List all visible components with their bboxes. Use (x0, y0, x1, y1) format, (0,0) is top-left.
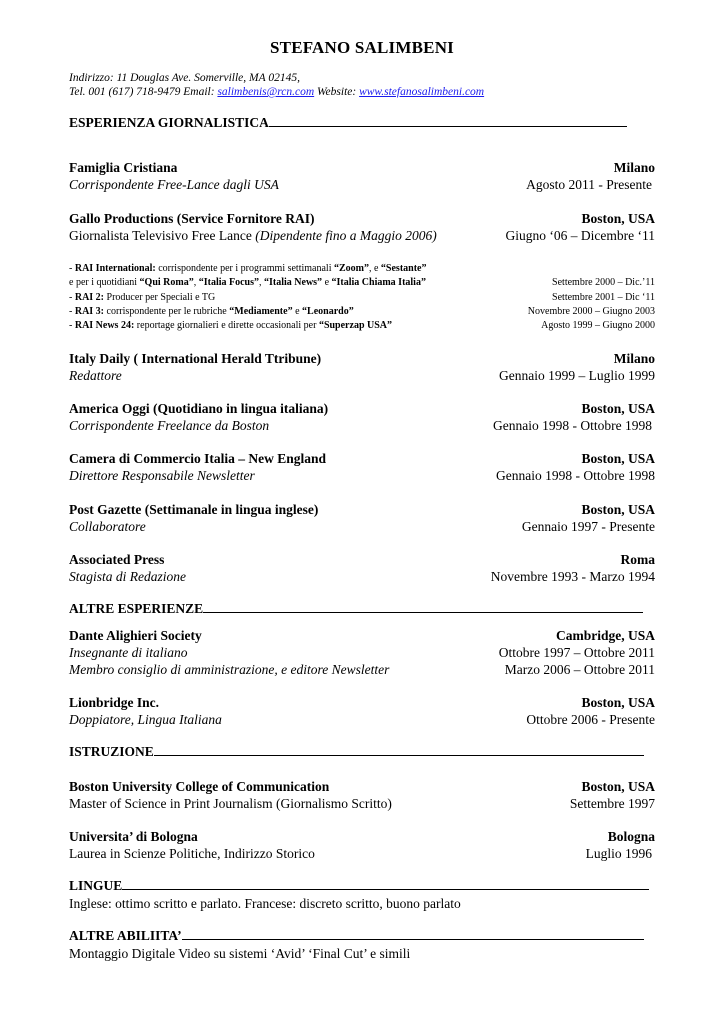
section-title: ALTRE ESPERIENZE (69, 601, 204, 616)
job-famiglia-header (69, 159, 655, 176)
job-dates: Gennaio 1999 – Luglio 1999 (499, 368, 655, 383)
address-line: Indirizzo: 11 Douglas Ave. Somerville, MA 02145, (69, 72, 300, 84)
rai-dates: Novembre 2000 – Giugno 2003 (527, 306, 655, 317)
job-americaoggi-header (69, 400, 655, 417)
job-postgazette-header (69, 501, 655, 518)
section-journalism (69, 115, 627, 131)
job-role: Direttore Responsabile Newsletter (69, 468, 255, 483)
job-place: Roma (620, 552, 655, 567)
tel-text: Tel. 001 (617) 718-9479 Email: (69, 86, 218, 98)
rai-line-4: - RAI 3: corrispondente per le rubriche “Mediamente” e “Leonardo” Novembre 2000 – Giugno 2003 (69, 306, 655, 317)
job-camera-header (69, 450, 655, 467)
rai-dates: Agosto 1999 – Giugno 2000 (541, 320, 655, 331)
job-place: Boston, USA (581, 695, 655, 710)
edu-org: Boston University College of Communication (69, 779, 330, 794)
edu-place: Bologna (607, 829, 655, 844)
job-role: Membro consiglio di amministrazione, e editore Newsletter (69, 662, 390, 677)
edu-bu-header (69, 778, 655, 795)
job-dates: Gennaio 1998 - Ottobre 1998 (493, 418, 652, 433)
job-dates: Marzo 2006 – Ottobre 2011 (504, 662, 655, 677)
edu-bu-degree (69, 795, 655, 812)
edu-bologna-degree (69, 845, 655, 862)
job-role: Corrispondente Free-Lance dagli USA (69, 177, 279, 192)
rai-line-2: e per i quotidiani “Qui Roma”, “Italia Focus”, “Italia News” e “Italia Chiama Italia” Settembre 2000 – Dic.’11 (69, 277, 655, 288)
job-famiglia-role (69, 176, 655, 193)
job-dates: Gennaio 1998 - Ottobre 1998 (496, 468, 655, 483)
job-place: Boston, USA (581, 401, 655, 416)
job-italydaily-header (69, 350, 655, 367)
job-place: Cambridge, USA (555, 628, 655, 643)
job-role: Giornalista Televisivo Free Lance (69, 228, 256, 243)
edu-degree: Master of Science in Print Journalism (Giornalismo Scritto) (69, 796, 392, 811)
job-americaoggi-role (69, 417, 655, 434)
section-title: ISTRUZIONE (69, 744, 154, 759)
rai-line-3: - RAI 2: Producer per Speciali e TG Settembre 2001 – Dic ‘11 (69, 292, 655, 303)
skills-text: Montaggio Digitale Video su sistemi ‘Avid’ ‘Final Cut’ e simili (69, 946, 411, 961)
job-org: America Oggi (Quotidiano in lingua italiana) (69, 401, 329, 416)
languages-text: Inglese: ottimo scritto e parlato. Francese: discreto scritto, buono parlato (69, 896, 461, 911)
job-camera-role (69, 467, 655, 484)
section-title: ALTRE ABILIITA’ (69, 928, 182, 943)
job-ap-header (69, 551, 655, 568)
contact-block (69, 71, 484, 99)
job-role: Redattore (69, 368, 122, 383)
job-dates: Gennaio 1997 - Presente (521, 519, 655, 534)
job-role: Stagista di Redazione (69, 569, 186, 584)
website-label: Website: (314, 86, 360, 98)
edu-degree: Laurea in Scienze Politiche, Indirizzo Storico (69, 846, 315, 861)
edu-place: Boston, USA (581, 779, 655, 794)
job-org: Italy Daily ( International Herald Ttribune) (69, 351, 322, 366)
rai-channel: RAI News 24: (74, 320, 135, 331)
resume-name: STEFANO SALIMBENI (270, 38, 454, 57)
job-role: Insegnante di italiano (69, 645, 188, 660)
job-org: Gallo Productions (Service Fornitore RAI) (69, 211, 315, 226)
job-place: Milano (613, 351, 655, 366)
edu-bologna-header (69, 828, 655, 845)
job-dates: Ottobre 2006 - Presente (526, 712, 655, 727)
job-place: Boston, USA (581, 451, 655, 466)
job-gallo-header (69, 210, 655, 227)
rai-dates: Settembre 2000 – Dic.’11 (552, 277, 655, 288)
email-link[interactable]: salimbenis@rcn.com (217, 86, 315, 98)
job-postgazette-role (69, 518, 655, 535)
lionbridge-header (69, 694, 655, 711)
job-dates: Novembre 1993 - Marzo 1994 (490, 569, 655, 584)
job-org: Famiglia Cristiana (69, 160, 178, 175)
job-place: Boston, USA (581, 211, 655, 226)
rai-dates: Settembre 2001 – Dic ‘11 (552, 292, 655, 303)
edu-dates: Settembre 1997 (569, 796, 655, 811)
job-org: Associated Press (69, 552, 165, 567)
job-role: Corrispondente Freelance da Boston (69, 418, 270, 433)
section-skills (69, 928, 644, 944)
job-org: Camera di Commercio Italia – New England (69, 451, 326, 466)
contact-line (69, 85, 484, 99)
job-role-note: (Dipendente fino a Maggio 2006) (255, 228, 437, 243)
section-education (69, 744, 644, 760)
job-org: Lionbridge Inc. (69, 695, 160, 710)
dante-role-1 (69, 644, 655, 661)
job-org: Post Gazette (Settimanale in lingua inglese) (69, 502, 319, 517)
job-italydaily-role (69, 367, 655, 384)
lionbridge-role (69, 711, 655, 728)
website-link[interactable]: www.stefanosalimbeni.com (359, 86, 485, 98)
job-gallo-role (69, 227, 655, 244)
rai-line-1: - RAI International: corrispondente per i programmi settimanali “Zoom”, e “Sestante” (69, 263, 427, 274)
section-title: LINGUE (69, 878, 123, 893)
job-org: Dante Alighieri Society (69, 628, 202, 643)
section-languages (69, 878, 649, 894)
rai-channel: RAI 3: (74, 306, 105, 317)
job-dates: Giugno ‘06 – Dicembre ‘11 (505, 228, 655, 243)
dante-header (69, 627, 655, 644)
rai-channel: RAI International: (74, 263, 156, 274)
edu-dates: Luglio 1996 (585, 846, 652, 861)
dante-role-2 (69, 661, 655, 678)
section-title: ESPERIENZA GIORNALISTICA (69, 115, 269, 130)
section-other (69, 601, 643, 617)
rai-line-5: - RAI News 24: reportage giornalieri e dirette occasionali per “Superzap USA” Agosto 1999 – Giugno 2000 (69, 320, 655, 331)
job-place: Milano (613, 160, 655, 175)
job-role: Doppiatore, Lingua Italiana (69, 712, 222, 727)
job-role: Collaboratore (69, 519, 146, 534)
job-place: Boston, USA (581, 502, 655, 517)
job-ap-role (69, 568, 655, 585)
rai-channel: RAI 2: (74, 292, 105, 303)
job-dates: Ottobre 1997 – Ottobre 2011 (498, 645, 655, 660)
job-dates: Agosto 2011 - Presente (526, 177, 652, 192)
edu-org: Universita’ di Bologna (69, 829, 198, 844)
